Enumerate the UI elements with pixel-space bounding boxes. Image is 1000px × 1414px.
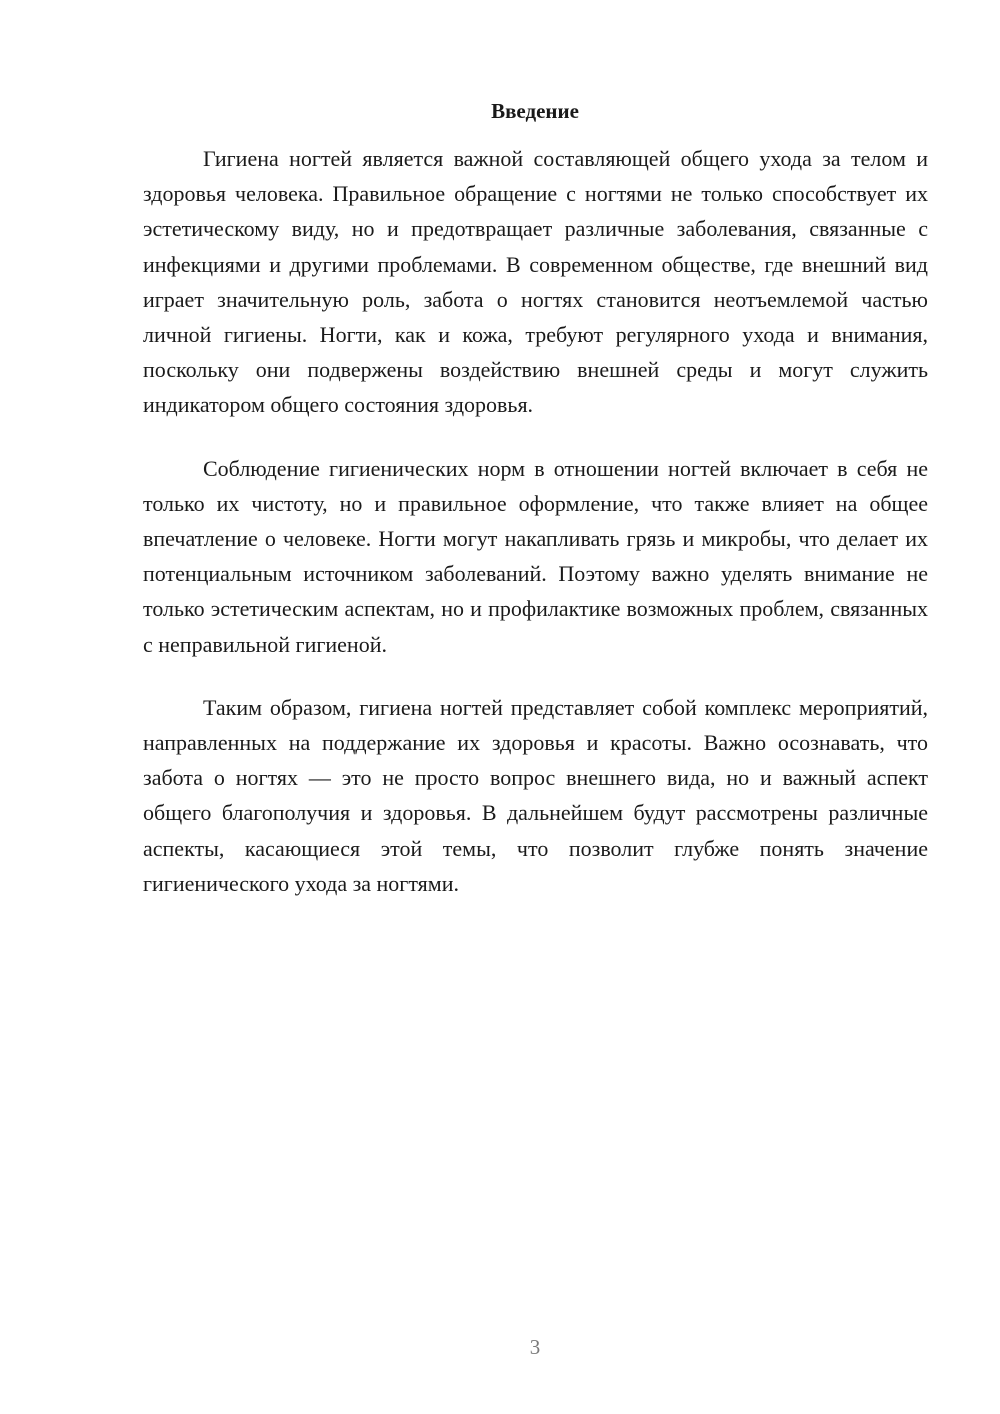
paragraph-1: Гигиена ногтей является важной составляющей общего ухода за телом и здоровья человека. Правильное обращение с ногтями не только способствует их эстетическому виду, но и предотвращает различные заболевания, связанные с инфекциями и другими проблемами. В современном обществе, где внешний вид играет значительную роль, забота о ногтях становится неотъемлемой частью личной гигиены. Ногти, как и кожа, требуют регулярного ухода и внимания, поскольку они подвержены воздействию внешней среды и могут служить индикатором общего состояния здоровья. [143,146,928,418]
section-heading: Введение [491,99,579,123]
document-body [143,141,928,929]
paragraph-3: Таким образом, гигиена ногтей представляет собой комплекс мероприятий, направленных на поддержание их здоровья и красоты. Важно осознавать, что забота о ногтях — это не просто вопрос внешнего вида, но и важный аспект общего благополучия и здоровья. В дальнейшем будут рассмотрены различные аспекты, касающиеся этой темы, что позволит глубже понять значение гигиенического ухода за ногтями. [143,694,928,896]
paragraph-2: Соблюдение гигиенических норм в отношении ногтей включает в себя не только их чистоту, но и правильное оформление, что также влияет на общее впечатление о человеке. Ногти могут накапливать грязь и микробы, что делает их потенциальным источником заболеваний. Поэтому важно уделять внимание не только эстетическим аспектам, но и профилактике возможных проблем, связанных с неправильной гигиеной. [143,455,928,657]
page-number: 3 [529,1335,541,1359]
